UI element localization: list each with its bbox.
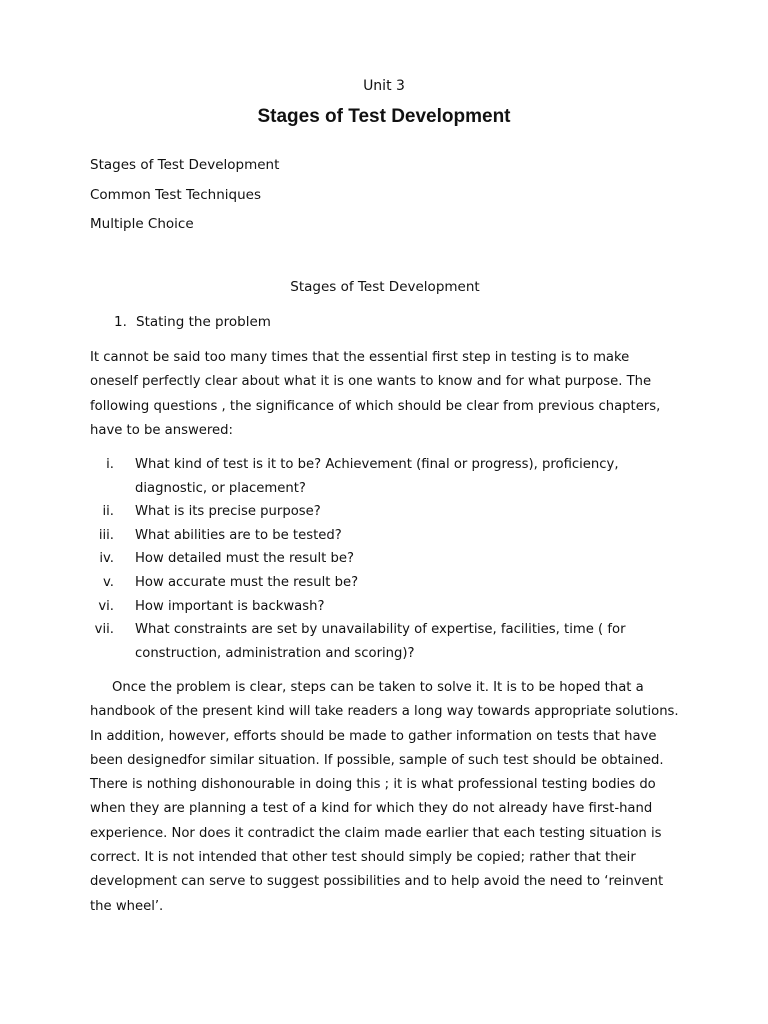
unit-label: Unit 3 (363, 78, 405, 94)
list-item (86, 571, 646, 595)
list-numeral: iv. (99, 551, 114, 567)
toc-item: Stages of Test Development (90, 157, 280, 173)
page-title: Stages of Test Development (257, 106, 511, 127)
list-item (86, 618, 646, 665)
list-numeral: v. (103, 574, 114, 590)
list-numeral: iii. (98, 527, 114, 543)
intro-paragraph: It cannot be said too many times that the essential first step in testing is to make oneself perfectly clear about what it is one wants to know and for what purpose. The following questions , the significance of which should be clear from previous chapters, have to be answered: (90, 350, 661, 438)
subheading (114, 314, 271, 330)
toc-item: Common Test Techniques (90, 186, 261, 203)
subheading-number: 1. (114, 314, 127, 330)
toc-item: Multiple Choice (90, 216, 194, 232)
list-text: How accurate must the result be? (135, 574, 359, 590)
list-text: What abilities are to be tested? (135, 527, 342, 543)
list-item (86, 453, 646, 500)
list-item (86, 524, 646, 548)
section-title: Stages of Test Development (290, 279, 480, 295)
list-text: How detailed must the result be? (135, 551, 354, 567)
list-text: How important is backwash? (135, 598, 325, 614)
list-text: What is its precise purpose? (135, 504, 321, 520)
list-item (86, 500, 646, 524)
list-numeral: vi. (98, 598, 114, 614)
list-numeral: ii. (102, 504, 114, 520)
question-list (86, 453, 646, 665)
body-paragraph: Once the problem is clear, steps can be taken to solve it. It is to be hoped that a handbook of the present kind will take readers a long way towards appropriate solutions. In addition, however, efforts should be made to gather information on tests that have been designedfor similar situation. If possible, sample of such test should be obtained. There is nothing dishonourable in doing this ; it is what professional testing bodies do when they are planning a test of a kind for which they do not already have first-hand experience. Nor does it contradict the claim made earlier that each testing situation is correct. It is not intended that other test should simply be copied; rather that their development can serve to suggest possibilities and to help avoid the need to ‘reinvent the wheel’. (90, 680, 679, 914)
table-of-contents (90, 155, 279, 244)
subheading-text: Stating the problem (136, 314, 271, 330)
list-text: What constraints are set by unavailability of expertise, facilities, time ( for construction, administration and scoring)? (135, 622, 626, 661)
list-item (86, 547, 646, 571)
list-numeral: i. (106, 457, 114, 472)
list-item (86, 595, 646, 619)
list-text: What kind of test is it to be? Achievement (final or progress), proficiency, diagnostic, or placement? (135, 457, 619, 496)
list-numeral: vii. (94, 622, 114, 638)
